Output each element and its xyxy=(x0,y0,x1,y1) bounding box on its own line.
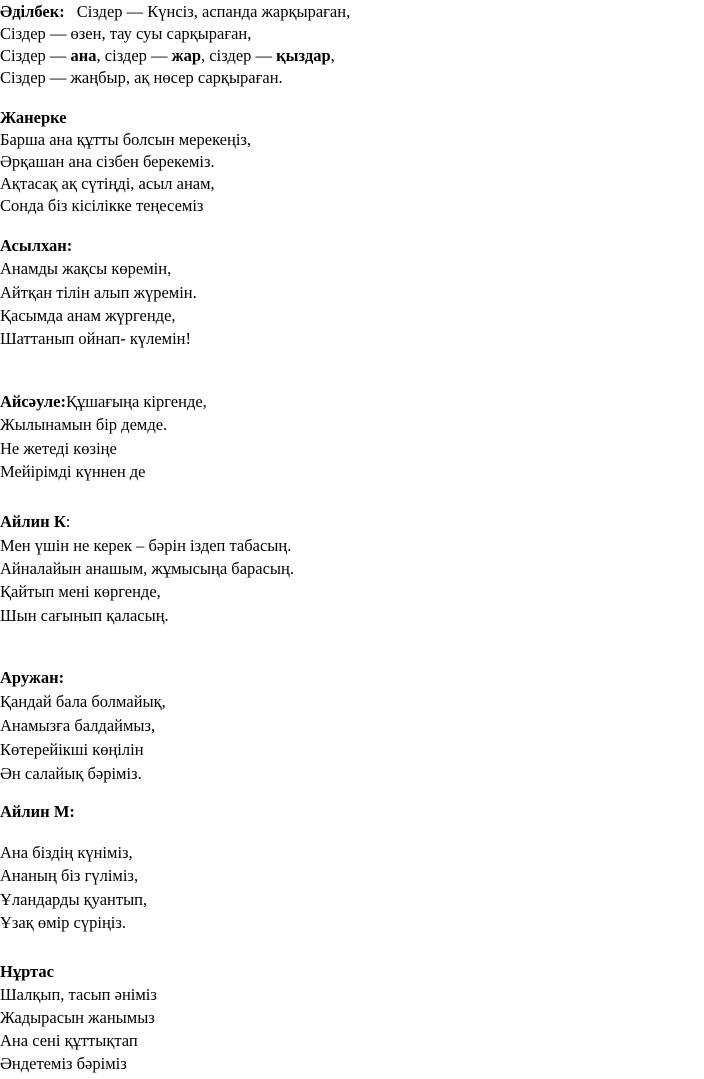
speaker-zhanerke: Жанерке xyxy=(0,108,67,127)
stanza-adilbek-line-4: Сіздер — жаңбыр, ақ нөсер сарқыраған. xyxy=(0,68,283,87)
stanza-ailin-k-line-1: Мен үшін не керек – бәрін іздеп табасың. xyxy=(0,536,292,555)
stanza-adilbek-line-1 xyxy=(0,2,350,22)
verse-text: Сіздер — xyxy=(0,46,71,65)
stanza-zhanerke-line-1: Барша ана құтты болсын мерекеңіз, xyxy=(0,130,252,149)
verse-text: , xyxy=(330,46,335,65)
speaker-aruzhan: Аружан: xyxy=(0,668,65,687)
stanza-nurtas-line-3: Ана сені құттықтап xyxy=(0,1031,138,1050)
stanza-aisaule-line-1 xyxy=(0,392,207,412)
verse-text: Құшағыңа кіргенде, xyxy=(65,392,207,411)
stanza-ailin-k-line-2: Айналайын анашым, жұмысыңа барасың. xyxy=(0,559,294,578)
stanza-asylkhan-line-1: Анамды жақсы көремін, xyxy=(0,259,172,278)
stanza-adilbek-line-2: Сіздер — өзен, тау суы сарқыраған, xyxy=(0,24,252,43)
stanza-ailin-m-line-4: Ұзақ өмір сүріңіз. xyxy=(0,913,127,932)
verse-bold-word: ана xyxy=(70,46,97,65)
speaker-ailin-m: Айлин М: xyxy=(0,802,75,821)
verse-text: , сіздер — xyxy=(96,46,172,65)
stanza-nurtas-line-2: Жадырасын жанымыз xyxy=(0,1008,155,1027)
stanza-ailin-m-line-1: Ана біздің күніміз, xyxy=(0,843,133,862)
stanza-ailin-m-line-2: Ананың біз гүліміз, xyxy=(0,866,139,885)
stanza-nurtas-line-1: Шалқып, тасып әніміз xyxy=(0,985,157,1004)
stanza-zhanerke-line-4: Сонда біз кісілікке теңесеміз xyxy=(0,196,204,215)
stanza-zhanerke-line-3: Ақтасақ ақ сүтіңді, асыл анам, xyxy=(0,174,215,193)
stanza-asylkhan-line-4: Шаттанып ойнап- күлемін! xyxy=(0,329,191,348)
speaker-name: Айсәуле: xyxy=(0,392,66,411)
speaker-colon: : xyxy=(65,512,71,531)
stanza-ailin-k-line-4: Шын сағынып қаласың. xyxy=(0,606,169,625)
stanza-aruzhan-line-4: Ән салайық бәріміз. xyxy=(0,764,142,783)
verse-bold-word: қыздар xyxy=(276,46,331,65)
stanza-aruzhan-line-3: Көтерейікші көңілін xyxy=(0,740,144,759)
stanza-ailin-m-line-3: Ұландарды қуантып, xyxy=(0,890,148,909)
speaker-nurtas: Нұртас xyxy=(0,962,54,981)
stanza-zhanerke-line-2: Әрқашан ана сізбен берекеміз. xyxy=(0,152,215,171)
stanza-adilbek-line-3 xyxy=(0,46,335,66)
verse-bold-word: жар xyxy=(171,46,202,65)
stanza-asylkhan-line-3: Қасымда анам жүргенде, xyxy=(0,306,176,325)
speaker-name: Әділбек: xyxy=(0,2,65,21)
stanza-aisaule-line-3: Не жетеді көзіңе xyxy=(0,439,117,458)
stanza-aisaule-line-4: Мейірімді күннен де xyxy=(0,462,146,481)
verse-text: , сіздер — xyxy=(201,46,277,65)
speaker-name: Айлин К xyxy=(0,512,66,531)
stanza-aruzhan-line-1: Қандай бала болмайық, xyxy=(0,692,166,711)
speaker-ailin-k-line xyxy=(0,512,70,532)
stanza-ailin-k-line-3: Қайтып мені көргенде, xyxy=(0,582,161,601)
speaker-asylkhan: Асылхан: xyxy=(0,236,73,255)
stanza-aruzhan-line-2: Анамызға балдаймыз, xyxy=(0,716,156,735)
verse-text: Сіздер — Күнсіз, аспанда жарқыраған, xyxy=(76,2,351,21)
stanza-nurtas-line-4: Әндетеміз бәріміз xyxy=(0,1054,127,1073)
stanza-aisaule-line-2: Жылынамын бір демде. xyxy=(0,415,168,434)
stanza-asylkhan-line-2: Айтқан тілін алып жүремін. xyxy=(0,283,197,302)
